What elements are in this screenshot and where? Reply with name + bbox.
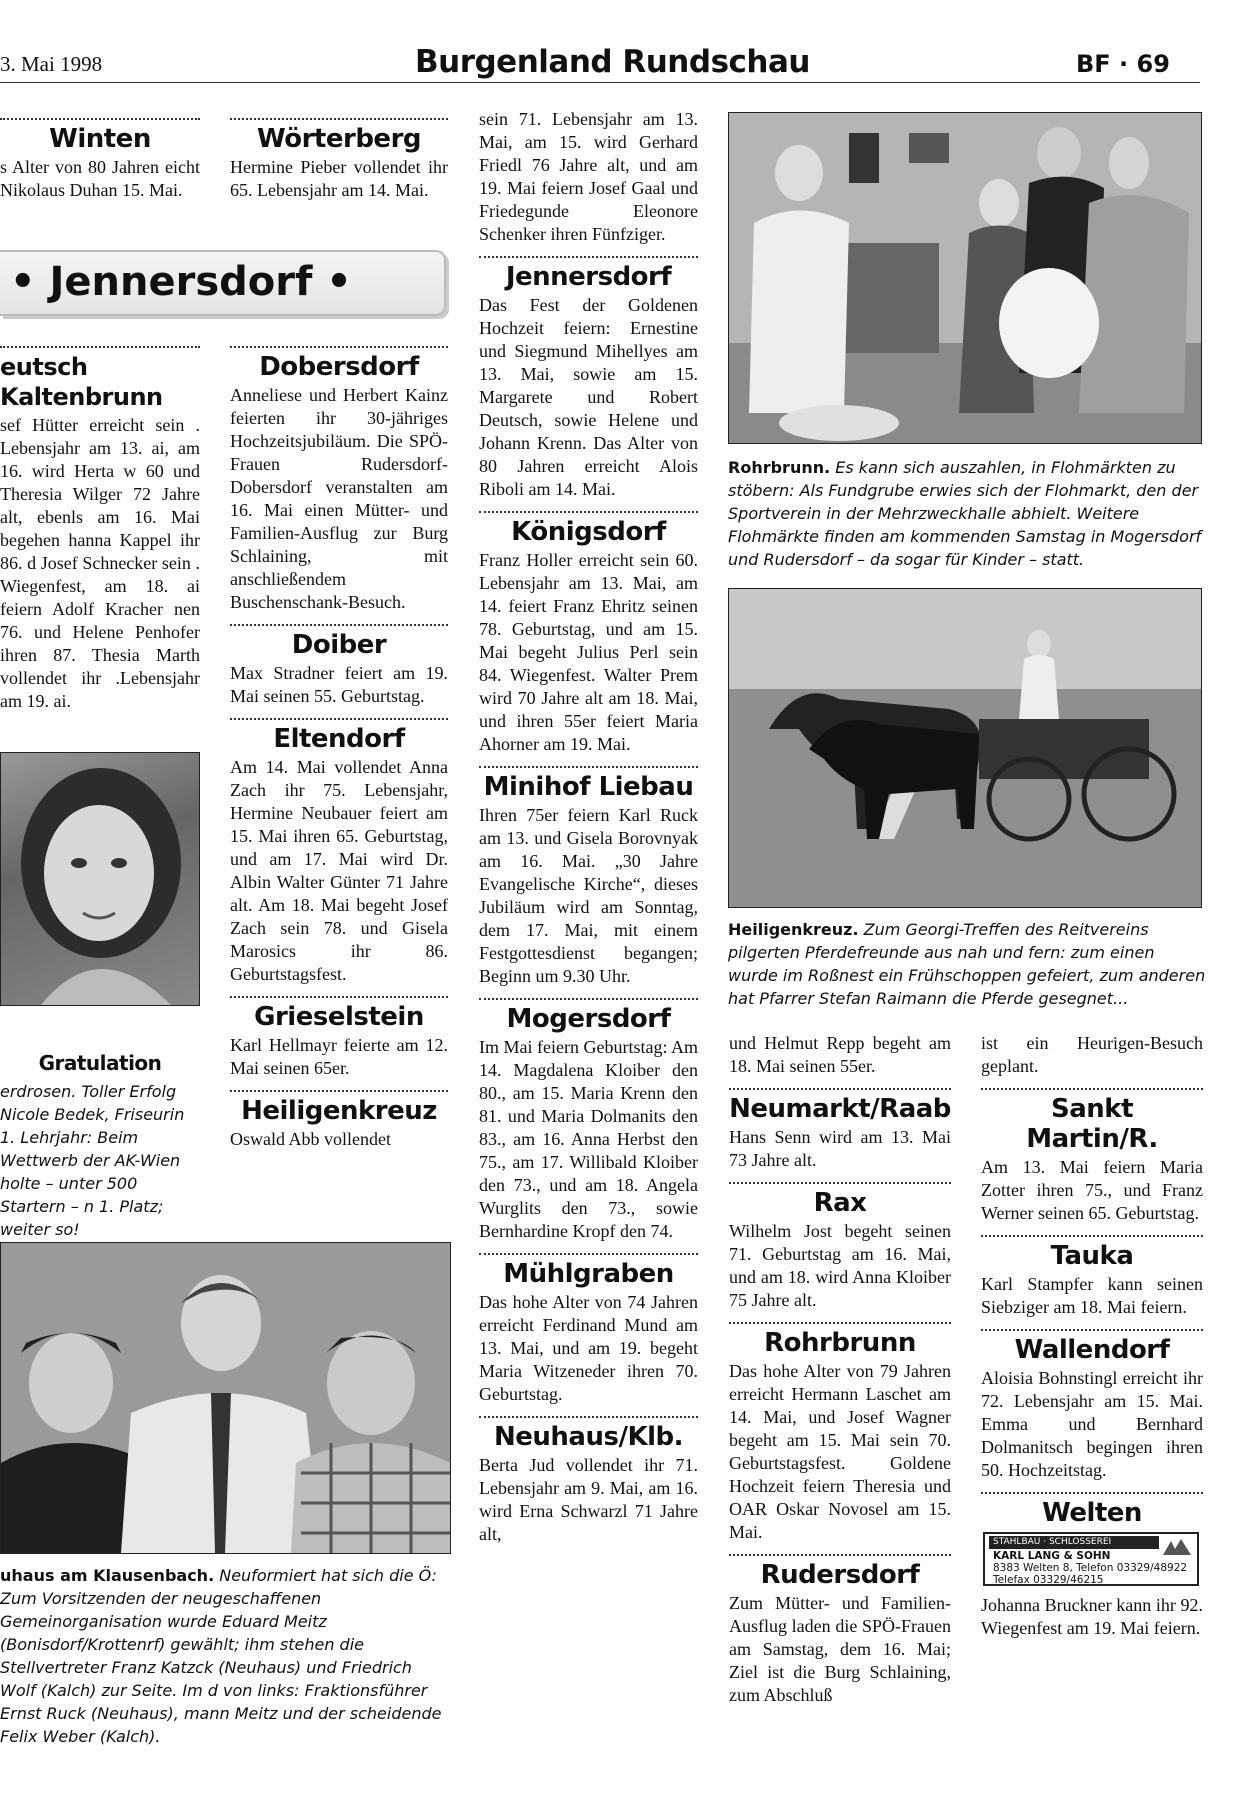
- article-continuation-3: ist ein Heurigen-Besuch geplant.: [981, 1033, 1203, 1076]
- heading-rax: Rax: [813, 1188, 867, 1218]
- column-4: [729, 1032, 951, 1707]
- heading-mogersdorf: Mogersdorf: [506, 1004, 671, 1034]
- advertisement: [983, 1532, 1199, 1586]
- article-rudersdorf: Zum Mütter- und Familien-Ausflug laden die SPÖ-Frauen am Samstag, dem 16. Mai; Ziel ist die Burg Schlaining, zum Abschluß: [729, 1593, 951, 1705]
- section-banner: [0, 250, 446, 316]
- article-jennersdorf: Das Fest der Goldenen Hochzeit feiern: Ernestine und Siegmund Mihellyes am 13. Mai, sowie am 15. Margarete und Robert Deutsch, sowie Helene und Johann Krenn. Das Alter von 80 Jahren erreicht Alois Riboli am 14. Mai.: [479, 295, 698, 499]
- heading-wallendorf: Wallendorf: [1014, 1335, 1170, 1365]
- flohmarkt-photo: [728, 112, 1202, 444]
- article-rohrbrunn: Das hohe Alter von 79 Jahren erreicht Hermann Laschet am 14. Mai, und Josef Wagner begeht am 15. Mai sein 70. Geburtstagsfest. Goldene Hochzeit feiern Theresia und OAR Oskar Novosel am 15. Mai.: [729, 1361, 951, 1542]
- article-neuhaus: Berta Jud vollendet ihr 71. Lebensjahr am 9. Mai, am 16. wird Erna Schwarzl 71 Jahre alt,: [479, 1455, 698, 1544]
- article-deutsch-kaltenbrunn: sef Hütter erreicht sein . Lebensjahr am 13. ai, am 16. wird Herta w 60 und Theresia Wilger 72 Jahre alt, ebenls am 16. Mai begehen hanna Kappel ihr 86. d Josef Schnecker sein . Wiegenfest, am 18. ai feiern Adolf Kracher nen 76. und Helene Penhofer ihren 87. Thesia Marth vollendet ihr .Lebensjahr am 19. ai.: [0, 415, 200, 711]
- heading-tauka: Tauka: [1050, 1241, 1134, 1271]
- heading-winten: Winten: [49, 124, 151, 154]
- divider: [981, 1088, 1203, 1090]
- heading-welten: Welten: [1042, 1498, 1142, 1528]
- article-neumarkt: Hans Senn wird am 13. Mai 73 Jahre alt.: [729, 1127, 951, 1170]
- portrait-photo: [0, 752, 200, 1006]
- issue-date: 3. Mai 1998: [0, 52, 103, 76]
- heading-grieselstein: Grieselstein: [254, 1002, 424, 1032]
- heading-deutsch-kaltenbrunn: eutsch Kaltenbrunn: [0, 353, 163, 411]
- divider: [230, 346, 448, 348]
- heading-dobersdorf: Dobersdorf: [259, 352, 419, 382]
- divider: [230, 718, 448, 720]
- article-heiligenkreuz: Oswald Abb vollendet: [230, 1129, 391, 1149]
- divider: [479, 1416, 698, 1418]
- article-continuation: sein 71. Lebensjahr am 13. Mai, am 15. wird Gerhard Friedl 76 Jahre alt, und am 19. Mai feiern Josef Gaal und Friedegunde Eleonore Schenker ihren Fünfziger.: [479, 109, 698, 244]
- column-1-middle: [0, 336, 200, 713]
- ad-line-1: STAHLBAU · SCHLOSSEREI: [989, 1536, 1159, 1549]
- divider: [729, 1322, 951, 1324]
- divider: [230, 996, 448, 998]
- divider: [230, 624, 448, 626]
- divider: [729, 1554, 951, 1556]
- article-koenigsdorf: Franz Holler erreicht sein 60. Lebensjahr am 13. Mai, am 14. feiert Franz Ehritz seinen 78. Geburtstag, und am 15. Mai begeht Julius Perl sein 84. Wiegenfest. Walter Prem wird 70 Jahre alt am 18. Mai, und ihren 55er feiert Maria Ahorner am 19. Mai.: [479, 550, 698, 754]
- divider: [729, 1182, 951, 1184]
- caption-neuhaus: [0, 1564, 449, 1748]
- heading-doiber: Doiber: [291, 630, 387, 660]
- article-rax: Wilhelm Jost begeht seinen 71. Geburtstag am 16. Mai, und am 18. wird Anna Kloiber 75 Jahre alt.: [729, 1221, 951, 1310]
- article-sankt-martin: Am 13. Mai feiern Maria Zotter ihren 75., und Franz Werner seinen 65. Geburtstag.: [981, 1157, 1203, 1223]
- caption-rohrbrunn-text: Es kann sich auszahlen, in Flohmärkten zu stöbern: Als Fundgrube erwies sich der Flohmarkt, den der Sportverein in der Mehrzweckhalle abhielt. Weitere Flohmärkte finden am kommenden Samstag in Mogersdorf und Rudersdorf – da sogar für Kinder – statt.: [728, 458, 1202, 569]
- caption-gratulation: erdrosen. Toller Erfolg Nicole Bedek, Friseurin 1. Lehrjahr: Beim Wettwerb der AK-Wien holte – unter 500 Startern – n 1. Platz; weiter so!: [0, 1082, 185, 1239]
- section-banner-text: • Jennersdorf •: [10, 259, 352, 305]
- article-winten: s Alter von 80 Jahren eicht Nikolaus Duhan 15. Mai.: [0, 157, 200, 200]
- article-continuation-2: und Helmut Repp begeht am 18. Mai seinen 55er.: [729, 1033, 951, 1076]
- divider: [0, 346, 200, 348]
- heading-rudersdorf: Rudersdorf: [760, 1560, 920, 1590]
- heading-muehlgraben: Mühlgraben: [503, 1259, 674, 1289]
- group-illustration: [1, 1243, 450, 1553]
- divider: [981, 1492, 1203, 1494]
- column-2: [230, 336, 448, 1151]
- caption-heiligenkreuz-lead: Heiligenkreuz.: [728, 920, 859, 939]
- column-2-top: [230, 108, 448, 202]
- divider: [981, 1329, 1203, 1331]
- column-3: [479, 108, 698, 1546]
- caption-rohrbrunn-lead: Rohrbrunn.: [728, 458, 831, 477]
- heading-neuhaus: Neuhaus/Klb.: [494, 1422, 683, 1452]
- article-minihof-liebau: Ihren 75er feiern Karl Ruck am 13. und Gisela Borovnyak am 16. Mai. „30 Jahre Evangelische Kirche“, dieses Jubiläum wird am Sonntag, dem 17. Mai, mit einem Festgottesdienst begangen; Beginn um 9.30 Uhr.: [479, 805, 698, 986]
- heading-koenigsdorf: Königsdorf: [511, 517, 666, 547]
- heading-rohrbrunn: Rohrbrunn: [764, 1328, 916, 1358]
- gratulation-block: [0, 1048, 200, 1241]
- heading-neumarkt: Neumarkt/Raab: [729, 1094, 951, 1124]
- divider: [479, 998, 698, 1000]
- group-photo: [0, 1242, 451, 1554]
- heading-heiligenkreuz: Heiligenkreuz: [241, 1096, 437, 1126]
- caption-heiligenkreuz: [728, 918, 1208, 1010]
- heading-gratulation: Gratulation: [38, 1051, 162, 1075]
- horses-illustration: [729, 589, 1201, 907]
- article-tauka: Karl Stampfer kann seinen Siebziger am 18. Mai feiern.: [981, 1274, 1203, 1317]
- article-welten: Johanna Bruckner kann ihr 92. Wiegenfest am 19. Mai feiern.: [981, 1595, 1203, 1638]
- divider: [981, 1235, 1203, 1237]
- heading-jennersdorf: Jennersdorf: [505, 262, 672, 292]
- divider: [230, 1090, 448, 1092]
- caption-rohrbrunn: [728, 456, 1208, 571]
- header-rule: [0, 82, 1200, 83]
- page-number: BF · 69: [1076, 50, 1170, 78]
- article-eltendorf: Am 14. Mai vollendet Anna Zach ihr 75. Lebensjahr, Hermine Neubauer feiert am 15. Mai ihren 65. Geburtstag, und am 17. Mai wird Dr. Albin Walter Günter 71 Jahre alt. Am 18. Mai begeht Josef Zach sein 78. und Gisela Marosics ihr 86. Geburtstagsfest.: [230, 757, 448, 984]
- heading-minihof-liebau: Minihof Liebau: [483, 772, 694, 802]
- column-5: [981, 1032, 1203, 1640]
- divider: [0, 118, 200, 120]
- ad-line-4: Telefax 03329/46215: [993, 1574, 1104, 1586]
- article-mogersdorf: Im Mai feiern Geburtstag: Am 14. Magdalena Kloiber den 80., am 15. Maria Krenn den 81. und Maria Dolmanits den 83., am 16. Anna Herbst den 75., am 17. Willibald Kloiber den 73., und am 18. Angela Wurglits den 73., sowie Bernhardine Kropf den 74.: [479, 1037, 698, 1241]
- column-1-top: [0, 108, 200, 202]
- divider: [479, 1253, 698, 1255]
- ad-line-2: KARL LANG & SOHN: [993, 1550, 1111, 1562]
- portrait-illustration: [1, 753, 199, 1005]
- ad-logo-icon: [1161, 1537, 1193, 1557]
- divider: [479, 511, 698, 513]
- divider: [729, 1088, 951, 1090]
- heading-sankt-martin: Sankt Martin/R.: [1026, 1094, 1158, 1154]
- ad-line-3: 8383 Welten 8, Telefon 03329/48922: [993, 1562, 1188, 1574]
- divider: [479, 766, 698, 768]
- caption-heiligenkreuz-text: Zum Georgi-Treffen des Reitvereins pilgerten Pferdefreunde aus nah und fern: zum einen wurde im Roßnest ein Frühschoppen gefeiert, zum anderen hat Pfarrer Stefan Raimann die Pferde gesegnet...: [728, 920, 1206, 1008]
- article-woerterberg: Hermine Pieber vollendet ihr 65. Lebensjahr am 14. Mai.: [230, 157, 448, 200]
- article-dobersdorf: Anneliese und Herbert Kainz feierten ihr 30-jähriges Hochzeitsjubiläum. Die SPÖ-Frauen Rudersdorf-Dobersdorf veranstalten am 16. Mai einen Mütter- und Familien-Ausflug zur Burg Schlaining, mit anschließendem Buschenschank-Besuch.: [230, 385, 448, 612]
- divider: [479, 256, 698, 258]
- newspaper-title: Burgenland Rundschau: [415, 44, 810, 80]
- article-doiber: Max Stradner feiert am 19. Mai seinen 55. Geburtstag.: [230, 663, 448, 706]
- article-muehlgraben: Das hohe Alter von 74 Jahren erreicht Ferdinand Mund am 13. Mai, und am 19. begeht Maria Witzeneder ihren 70. Geburtstag.: [479, 1292, 698, 1404]
- heading-eltendorf: Eltendorf: [273, 724, 405, 754]
- article-wallendorf: Aloisia Bohnstingl erreicht ihr 72. Lebensjahr am 15. Mai. Emma und Bernhard Dolmanitsch begingen ihren 50. Hochzeitstag.: [981, 1368, 1203, 1480]
- divider: [230, 118, 448, 120]
- caption-neuhaus-lead: uhaus am Klausenbach.: [0, 1566, 215, 1585]
- flohmarkt-illustration: [729, 113, 1201, 443]
- caption-neuhaus-text: Neuformiert hat sich die Ö: Zum Vorsitzenden der neugeschaffenen Gemeinorganisation wurde Eduard Meitz (Bonisdorf/Krottenrf) gewählt; ihm stehen die Stellvertreter Franz Katzck (Neuhaus) und Friedrich Wolf (Kalch) zur Seite. Im d von links: Fraktionsführer Ernst Ruck (Neuhaus), mann Meitz und der scheidende Felix Weber (Kalch).: [0, 1566, 442, 1746]
- article-grieselstein: Karl Hellmayr feierte am 12. Mai seinen 65er.: [230, 1035, 448, 1078]
- horses-photo: [728, 588, 1202, 908]
- heading-woerterberg: Wörterberg: [257, 124, 421, 154]
